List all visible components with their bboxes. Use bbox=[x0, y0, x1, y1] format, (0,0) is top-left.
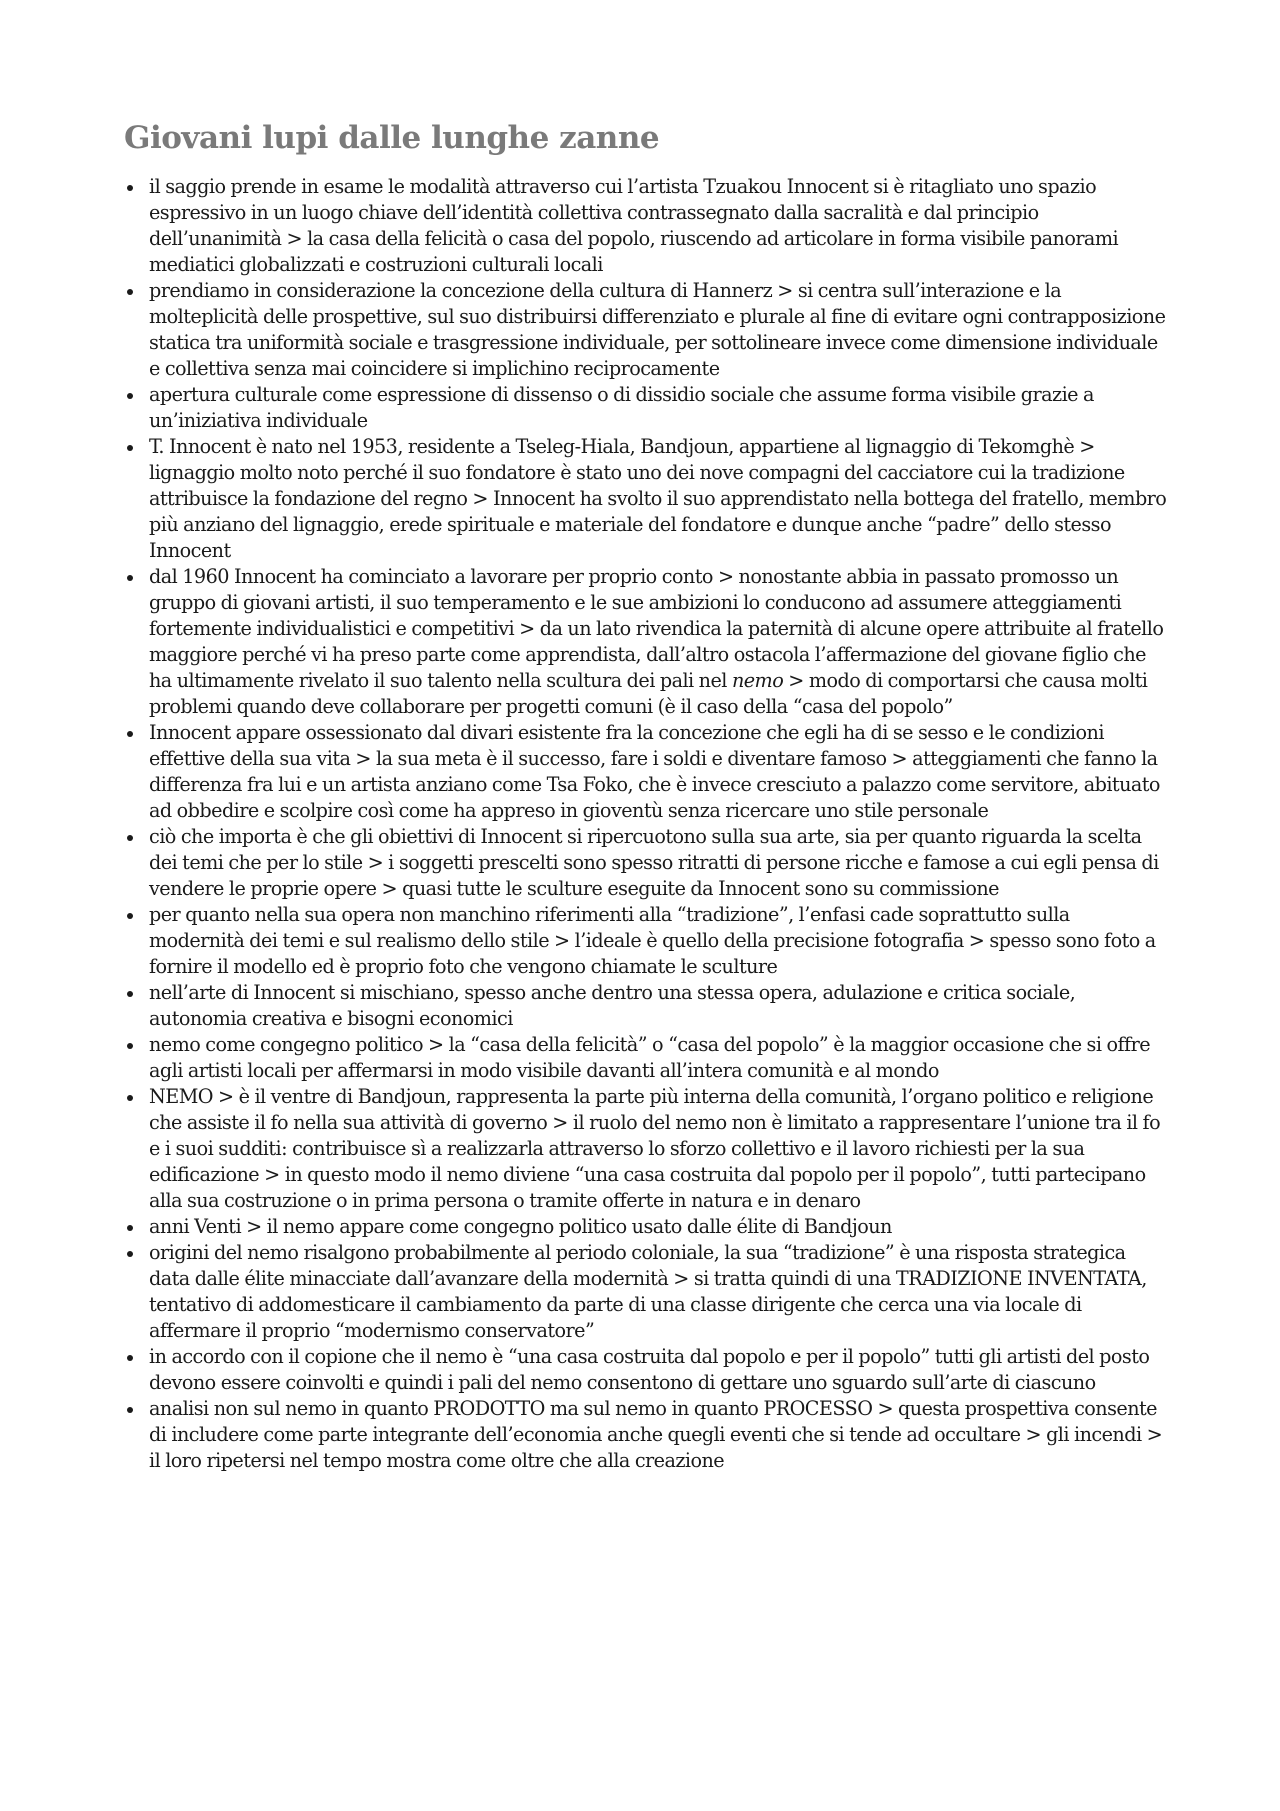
list-item-text: ciò che importa è che gli obiettivi di Innocent si ripercuotono sulla sua arte, sia per quanto riguarda la scelta dei temi che per lo stile > i soggetti prescelti sono spesso ritratti di persone ricche e famose a cui egli pensa di vendere le proprie opere > quasi tutte le sculture eseguite da Innocent sono su commissione bbox=[149, 825, 1159, 900]
list-item bbox=[124, 1032, 1169, 1084]
list-item-text: nemo come congegno politico > la “casa della felicità” o “casa del popolo” è la maggior occasione che si offre agli artisti locali per affermarsi in modo visibile davanti all’intera comunità e al mondo bbox=[149, 1033, 1151, 1082]
list-item-italic: nemo bbox=[731, 669, 784, 692]
list-item-text: analisi non sul nemo in quanto PRODOTTO ma sul nemo in quanto PROCESSO > questa prospettiva consente di includere come parte integrante dell’economia anche quegli eventi che si tende ad occultare > gli incendi > il loro ripetersi nel tempo mostra come oltre che alla creazione bbox=[149, 1397, 1163, 1472]
list-item-text: T. Innocent è nato nel 1953, residente a Tseleg-Hiala, Bandjoun, appartiene al lignaggio di Tekomghè > lignaggio molto noto perché il suo fondatore è stato uno dei nove compagni del cacciatore cui la tradizione attribuisce la fondazione del regno > Innocent ha svolto il suo apprendistato nella bottega del fratello, membro più anziano del lignaggio, erede spirituale e materiale del fondatore e dunque anche “padre” dello stesso Innocent bbox=[149, 435, 1167, 562]
list-item-text: il saggio prende in esame le modalità attraverso cui l’artista Tzuakou Innocent si è ritagliato uno spazio espressivo in un luogo chiave dell’identità collettiva contrassegnato dalla sacralità e dal principio dell’unanimità > la casa della felicità o casa del popolo, riuscendo ad articolare in forma visibile panorami mediatici globalizzati e costruzioni culturali locali bbox=[149, 175, 1119, 276]
list-item bbox=[124, 1214, 1169, 1240]
list-item-text: prendiamo in considerazione la concezione della cultura di Hannerz > si centra sull’interazione e la molteplicità delle prospettive, sul suo distribuirsi differenziato e plurale al fine di evitare ogni contrapposizione statica tra uniformità sociale e trasgressione individuale, per sottolineare invece come dimensione individuale e collettiva senza mai coincidere si implichino reciprocamente bbox=[149, 279, 1166, 380]
list-item bbox=[124, 1396, 1169, 1474]
document-page bbox=[124, 120, 1169, 1474]
list-item-text: Innocent appare ossessionato dal divari esistente fra la concezione che egli ha di se sesso e le condizioni effettive della sua vita > la sua meta è il successo, fare i soldi e diventare famoso > atteggiamenti che fanno la differenza fra lui e un artista anziano come Tsa Foko, che è invece cresciuto a palazzo come servitore, abituato ad obbedire e scolpire così come ha appreso in gioventù senza ricercare uno stile personale bbox=[149, 721, 1160, 822]
list-item-text-before: dal 1960 Innocent ha cominciato a lavorare per proprio conto > nonostante abbia in passato promosso un gruppo di giovani artisti, il suo temperamento e le sue ambizioni lo conducono ad assumere atteggiamenti fortemente individualistici e competitivi > da un lato rivendica la paternità di alcune opere attribuite al fratello maggiore perché vi ha preso parte come apprendista, dall’altro ostacola l’affermazione del giovane figlio che ha ultimamente rivelato il suo talento nella scultura dei pali nel bbox=[149, 565, 1164, 692]
bullet-list bbox=[124, 174, 1169, 1474]
list-item bbox=[124, 824, 1169, 902]
list-item bbox=[124, 564, 1169, 720]
list-item bbox=[124, 902, 1169, 980]
list-item bbox=[124, 434, 1169, 564]
list-item-text: nell’arte di Innocent si mischiano, spesso anche dentro una stessa opera, adulazione e critica sociale, autonomia creativa e bisogni economici bbox=[149, 981, 1076, 1030]
list-item-text: anni Venti > il nemo appare come congegno politico usato dalle élite di Bandjoun bbox=[149, 1215, 892, 1238]
list-item-text: NEMO > è il ventre di Bandjoun, rappresenta la parte più interna della comunità, l’organo politico e religione che assiste il fo nella sua attività di governo > il ruolo del nemo non è limitato a rappresentare l’unione tra il fo e i suoi sudditi: contribuisce sì a realizzarla attraverso lo sforzo collettivo e il lavoro richiesti per la sua edificazione > in questo modo il nemo diviene “una casa costruita dal popolo per il popolo”, tutti partecipano alla sua costruzione o in prima persona o tramite offerte in natura e in denaro bbox=[149, 1085, 1161, 1212]
list-item bbox=[124, 1084, 1169, 1214]
list-item bbox=[124, 278, 1169, 382]
list-item bbox=[124, 1344, 1169, 1396]
list-item bbox=[124, 980, 1169, 1032]
list-item-text: in accordo con il copione che il nemo è “una casa costruita dal popolo e per il popolo” tutti gli artisti del posto devono essere coinvolti e quindi i pali del nemo consentono di gettare uno sguardo sull’arte di ciascuno bbox=[149, 1345, 1150, 1394]
list-item bbox=[124, 382, 1169, 434]
document-title: Giovani lupi dalle lunghe zanne bbox=[124, 120, 660, 156]
list-item-text: apertura culturale come espressione di dissenso o di dissidio sociale che assume forma visibile grazie a un’iniziativa individuale bbox=[149, 383, 1094, 432]
list-item-text: per quanto nella sua opera non manchino riferimenti alla “tradizione”, l’enfasi cade soprattutto sulla modernità dei temi e sul realismo dello stile > l’ideale è quello della precisione fotografia > spesso sono foto a fornire il modello ed è proprio foto che vengono chiamate le sculture bbox=[149, 903, 1156, 978]
list-item-text-after: > modo di comportarsi che causa molti problemi quando deve collaborare per progetti comuni (è il caso della “casa del popolo” bbox=[149, 669, 1148, 718]
list-item bbox=[124, 1240, 1169, 1344]
list-item-text: origini del nemo risalgono probabilmente al periodo coloniale, la sua “tradizione” è una risposta strategica data dalle élite minacciate dall’avanzare della modernità > si tratta quindi di una TRADIZIONE INVENTATA, tentativo di addomesticare il cambiamento da parte di una classe dirigente che cerca una via locale di affermare il proprio “modernismo conservatore” bbox=[149, 1241, 1147, 1342]
list-item bbox=[124, 720, 1169, 824]
list-item bbox=[124, 174, 1169, 278]
